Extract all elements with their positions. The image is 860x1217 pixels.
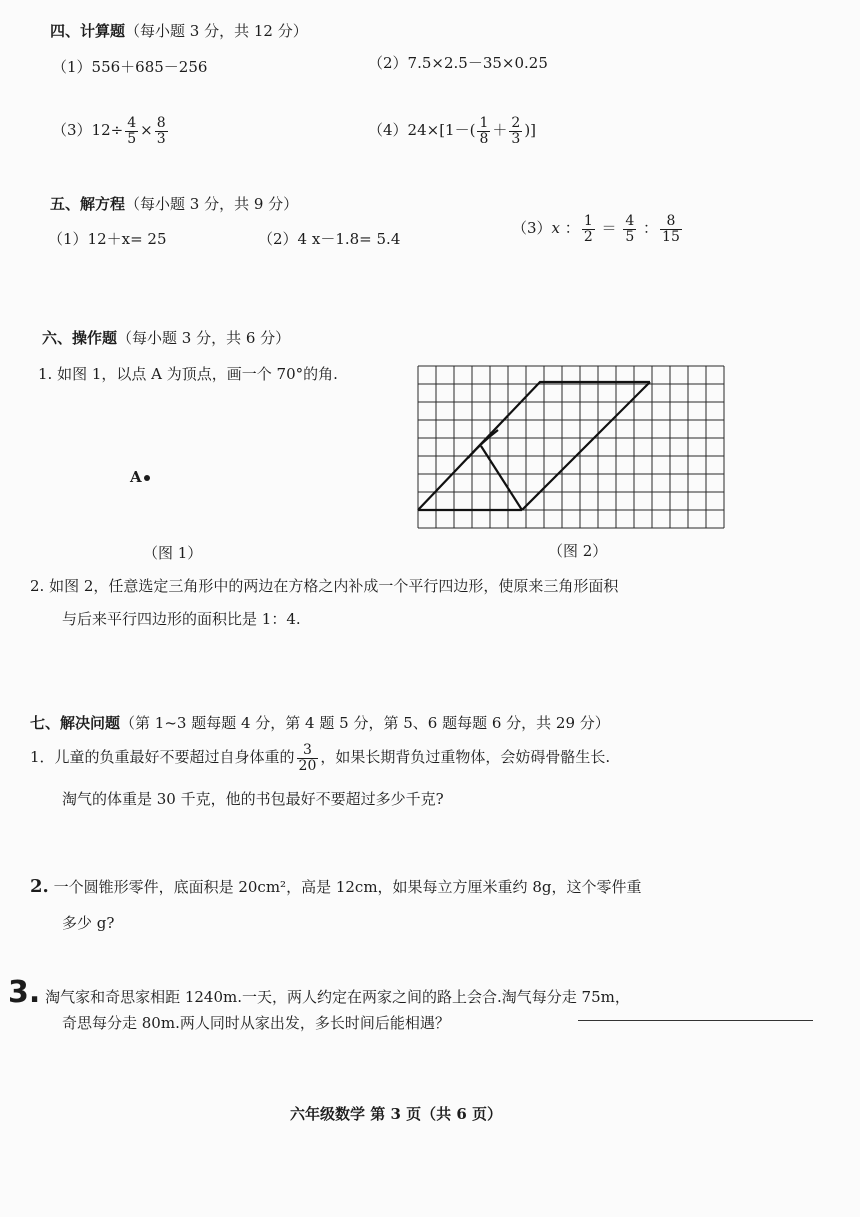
operator: ＋	[492, 121, 508, 140]
question-number: （1）	[52, 58, 92, 76]
question-number: （2）	[368, 54, 408, 72]
problem-q3-line1	[8, 975, 630, 1010]
expression-part: 12÷	[91, 121, 124, 140]
question-expression: 4 x－1.8= 5.4	[297, 230, 401, 248]
fraction	[582, 214, 595, 244]
operation-q1: 1. 如图 1，以点 A 为顶点，画一个 70°的角.	[38, 365, 338, 383]
denominator: 20	[298, 757, 317, 774]
question-expression: 7.5×2.5－35×0.25	[407, 54, 548, 72]
calc-q4	[368, 116, 536, 146]
answer-line	[578, 1020, 813, 1021]
fraction	[660, 214, 682, 244]
expression-part: 24×[1－(	[407, 121, 476, 140]
numerator: 2	[511, 115, 521, 131]
section-note: （每小题 3 分，共 6 分）	[117, 329, 291, 347]
numerator: 1	[583, 213, 593, 229]
operator: ：	[564, 219, 580, 238]
fraction	[125, 116, 138, 146]
question-number: （3）	[52, 121, 92, 140]
question-number: （3）	[512, 219, 552, 238]
numerator: 4	[127, 115, 137, 131]
point-dot-icon	[144, 475, 150, 481]
question-number: 3.	[8, 975, 41, 1010]
problem-q2-line1	[30, 876, 641, 897]
question-number: （2）	[258, 230, 298, 248]
fraction	[477, 116, 490, 146]
text-part: 1．儿童的负重最好不要超过自身体重的	[30, 748, 295, 767]
calc-q1	[52, 56, 207, 77]
equation-q2	[258, 228, 400, 249]
point-a-label	[130, 468, 150, 486]
denominator: 8	[479, 130, 489, 147]
point-label: A	[130, 468, 142, 486]
numerator: 1	[479, 115, 489, 131]
question-expression: 556＋685－256	[91, 58, 208, 76]
section-4-heading	[50, 20, 308, 41]
denominator: 15	[662, 228, 680, 245]
problem-q1-line1	[30, 743, 610, 773]
calc-q2	[368, 52, 548, 73]
expression-part: )]	[524, 121, 537, 140]
denominator: 3	[511, 130, 521, 147]
problem-q2-line2: 多少 g?	[62, 914, 115, 932]
section-title: 六、操作题	[42, 329, 118, 347]
section-title: 七、解决问题	[30, 714, 121, 732]
section-note: （第 1~3 题每题 4 分，第 4 题 5 分，第 5、6 题每题 6 分，共 29 分）	[120, 714, 610, 732]
grid-lines	[418, 366, 724, 528]
equation-q1	[48, 228, 167, 249]
question-number: （4）	[368, 121, 408, 140]
fraction	[509, 116, 522, 146]
figure-2-caption: （图 2）	[548, 542, 608, 560]
operation-q2-line1: 2. 如图 2，任意选定三角形中的两边在方格之内补成一个平行四边形，使原来三角形面积	[30, 577, 619, 595]
grid-figure	[410, 360, 730, 536]
figure-shapes	[418, 382, 650, 510]
text-part: ，如果长期背负过重物体，会妨碍骨骼生长.	[320, 748, 611, 767]
question-number: （1）	[48, 230, 88, 248]
denominator: 5	[625, 228, 635, 245]
section-6-heading	[42, 327, 290, 348]
fraction	[297, 743, 319, 773]
parallelogram-side-drawn	[522, 382, 650, 510]
page-footer: 六年级数学 第 3 页（共 6 页）	[290, 1105, 502, 1123]
section-title: 五、解方程	[50, 195, 126, 213]
section-title: 四、计算题	[50, 22, 126, 40]
denominator: 2	[583, 228, 593, 245]
operator: ：	[643, 219, 659, 238]
denominator: 5	[127, 130, 137, 147]
calc-q3	[52, 116, 170, 146]
numerator: 8	[666, 213, 676, 229]
fraction	[155, 116, 168, 146]
section-note: （每小题 3 分，共 12 分）	[125, 22, 308, 40]
numerator: 8	[156, 115, 166, 131]
fraction	[623, 214, 636, 244]
parallelogram-top-drawn	[418, 382, 650, 510]
figure-1-caption: （图 1）	[143, 544, 203, 562]
operator: ＝	[601, 219, 617, 238]
section-7-heading	[30, 712, 610, 733]
problem-q3-line2: 奇思每分走 80m.两人同时从家出发，多长时间后能相遇？	[62, 1014, 450, 1032]
question-text: 淘气家和奇思家相距 1240m.一天，两人约定在两家之间的路上会合.淘气每分走 75m，	[45, 988, 630, 1006]
operator: ×	[140, 121, 153, 140]
question-text: 一个圆锥形零件，底面积是 20cm²，高是 12cm，如果每立方厘米重约 8g，这个零件重	[53, 878, 642, 896]
numerator: 3	[303, 742, 312, 758]
section-note: （每小题 3 分，共 9 分）	[125, 195, 299, 213]
question-expression: 12＋x= 25	[87, 230, 167, 248]
variable: x	[551, 219, 561, 238]
section-5-heading	[50, 193, 298, 214]
question-number: 2.	[30, 876, 49, 897]
equation-q3	[512, 214, 684, 244]
denominator: 3	[156, 130, 166, 147]
operation-q2-line2: 与后来平行四边形的面积比是 1：4.	[62, 610, 301, 628]
numerator: 4	[625, 213, 635, 229]
problem-q1-line2: 淘气的体重是 30 千克，他的书包最好不要超过多少千克?	[62, 790, 444, 808]
